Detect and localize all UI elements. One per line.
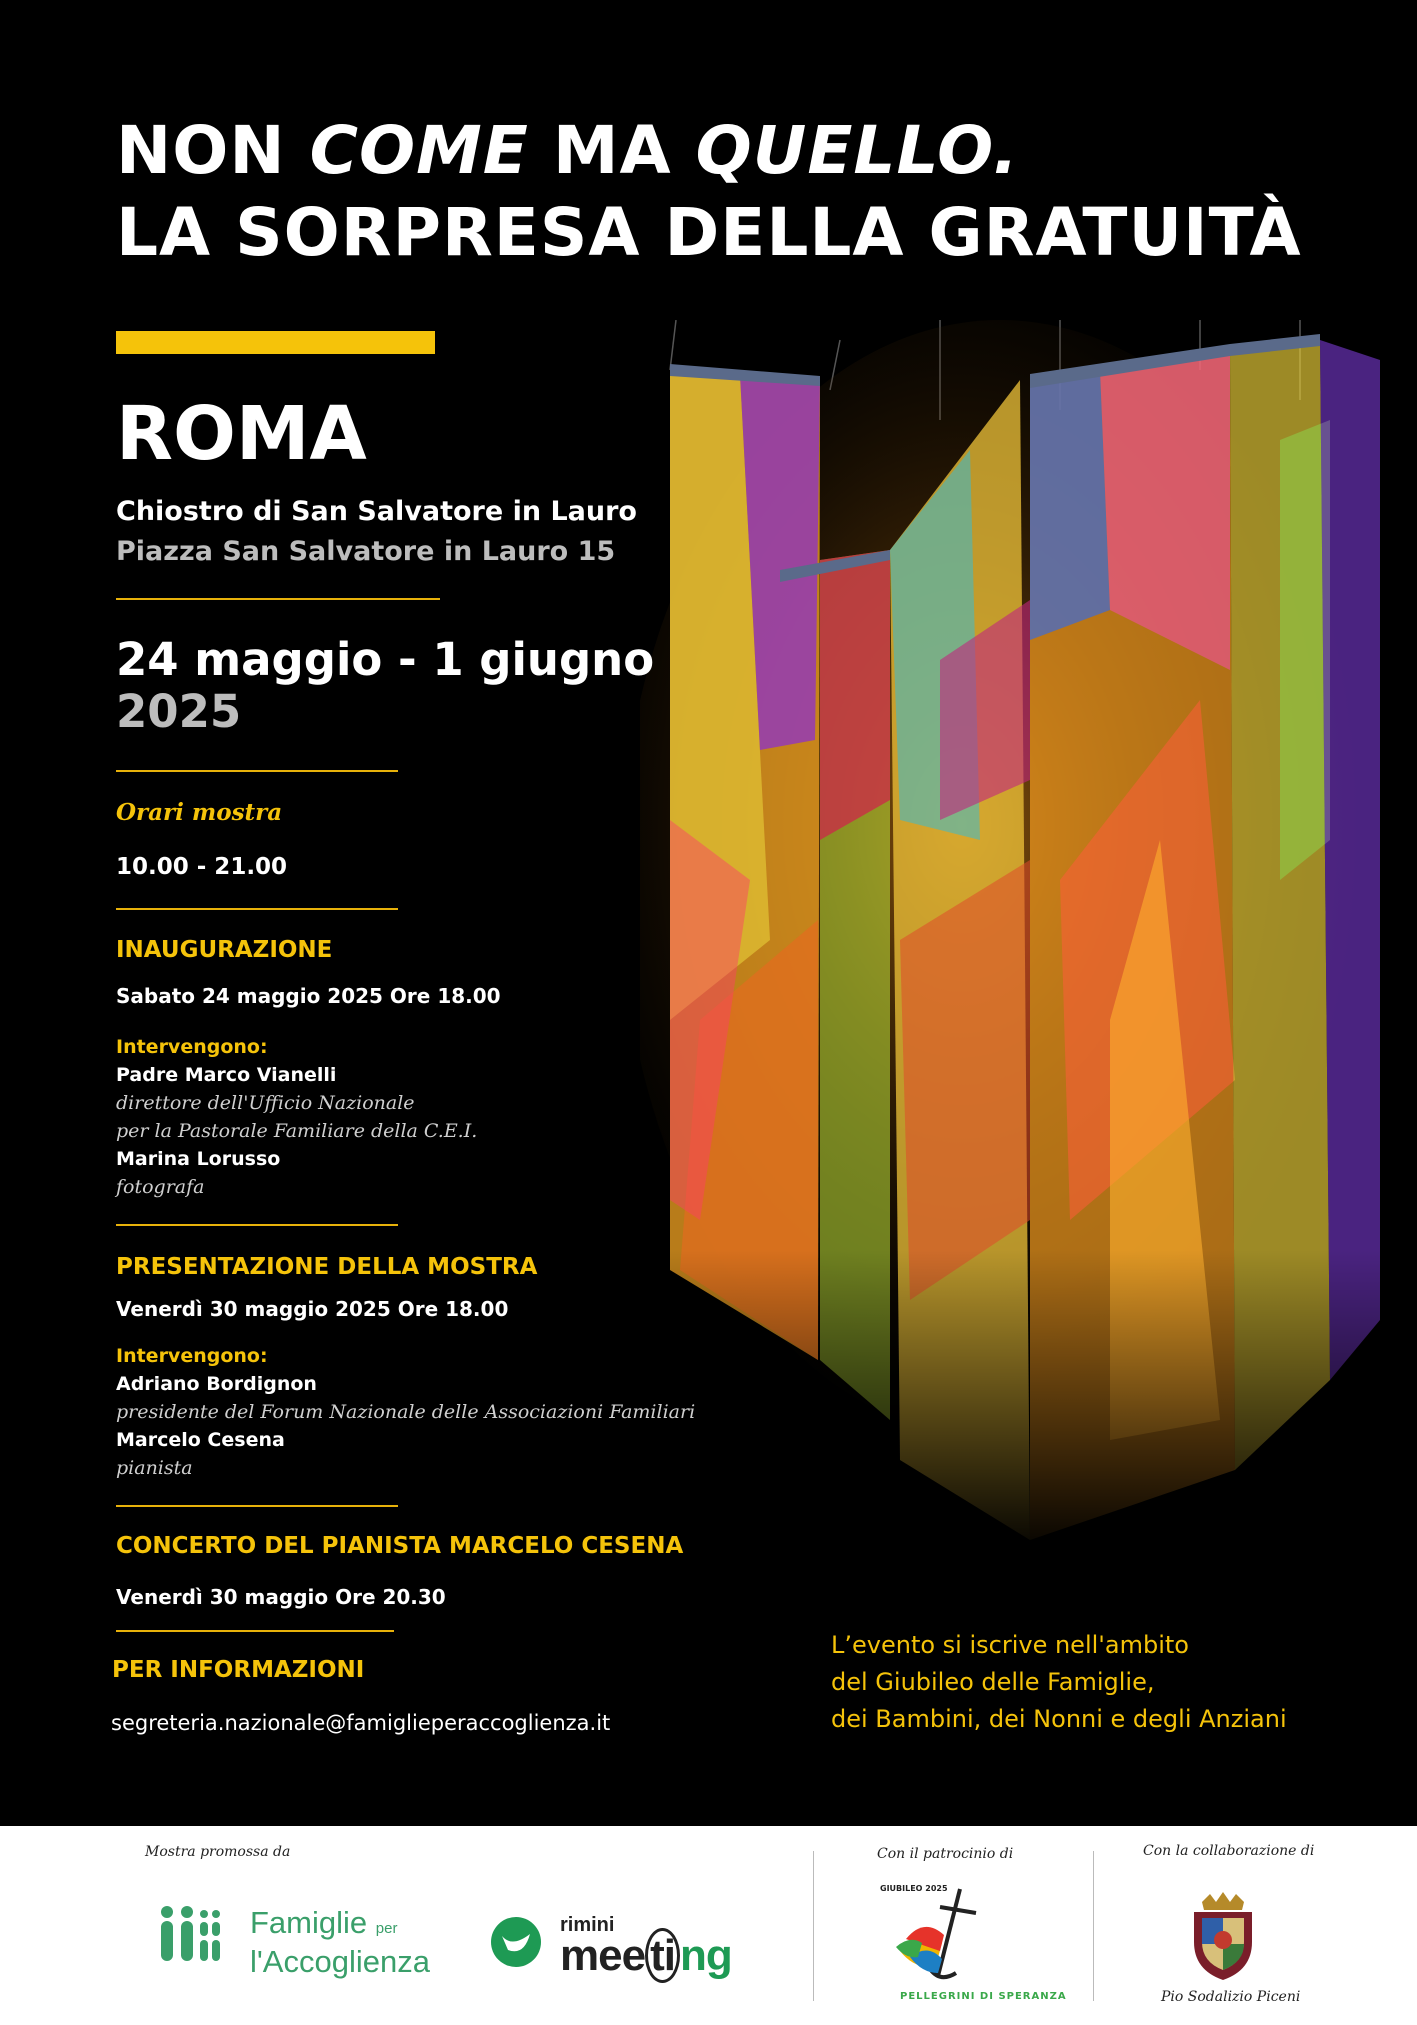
patronage-label: Con il patrocinio di [877,1846,1014,1862]
giubileo-year-text: GIUBILEO 2025 [880,1884,948,1893]
presentation-speakers: Intervengono: Adriano Bordignon presidente del Forum Nazionale delle Associazioni Familiari Marcelo Cesena pianista [116,1345,696,1479]
presentation-heading: PRESENTAZIONE DELLA MOSTRA [116,1254,538,1280]
inauguration-speakers: Intervengono: Padre Marco Vianelli direttore dell'Ufficio Nazionale per la Pastorale Familiare della C.E.I. Marina Lorusso fotografa [116,1036,478,1198]
divider [116,770,398,772]
sponsors-footer [0,1826,1417,2025]
date-range: 24 maggio - 1 giugno [116,633,655,686]
rimini-text: rimini [560,1914,615,1936]
presentation-when: Venerdì 30 maggio 2025 Ore 18.00 [116,1297,509,1321]
divider [116,908,398,910]
collaboration-label: Con la collaborazione di [1143,1843,1315,1859]
hours-value: 10.00 - 21.00 [116,854,288,880]
concert-when: Venerdì 30 maggio Ore 20.30 [116,1585,446,1609]
date-year: 2025 [116,685,242,738]
famiglie-logo-text: Famiglie per l'Accoglienza [250,1905,430,1979]
jubilee-note: L’evento si iscrive nell'ambito del Giubileo delle Famiglie, dei Bambini, dei Nonni e degli Anziani [831,1631,1287,1733]
inauguration-when: Sabato 24 maggio 2025 Ore 18.00 [116,984,501,1008]
pio-sodalizio-name: Pio Sodalizio Piceni [1161,1989,1301,2005]
artwork-image [640,320,1380,1560]
poster-title: NON COME MA QUELLO. LA SORPRESA DELLA GRATUITÀ [116,112,1302,271]
giubileo-motto-text: PELLEGRINI DI SPERANZA [900,1991,1067,2002]
divider [116,1224,398,1226]
giubileo-logo-icon [880,1881,1005,2006]
venue-name: Chiostro di San Salvatore in Lauro [116,496,637,527]
venue-address: Piazza San Salvatore in Lauro 15 [116,536,616,567]
meeting-text: mee ti ng [560,1931,732,1981]
pio-sodalizio-crest-icon [1186,1892,1260,1982]
accent-bar [116,331,435,354]
divider [1093,1851,1094,2001]
city-name: ROMA [116,391,367,477]
divider [116,1505,398,1507]
meeting-logo-icon [490,1916,542,1968]
famiglie-logo-icon [158,1904,222,1968]
info-email[interactable]: segreteria.nazionale@famiglieperaccoglienza.it [111,1711,611,1735]
hours-label: Orari mostra [116,799,283,826]
concert-heading: CONCERTO DEL PIANISTA MARCELO CESENA [116,1533,684,1559]
info-heading: PER INFORMAZIONI [112,1657,365,1683]
divider [813,1851,814,2001]
promoted-label: Mostra promossa da [145,1844,291,1860]
divider [116,1630,394,1632]
inauguration-heading: INAUGURAZIONE [116,937,333,963]
divider [116,598,440,600]
